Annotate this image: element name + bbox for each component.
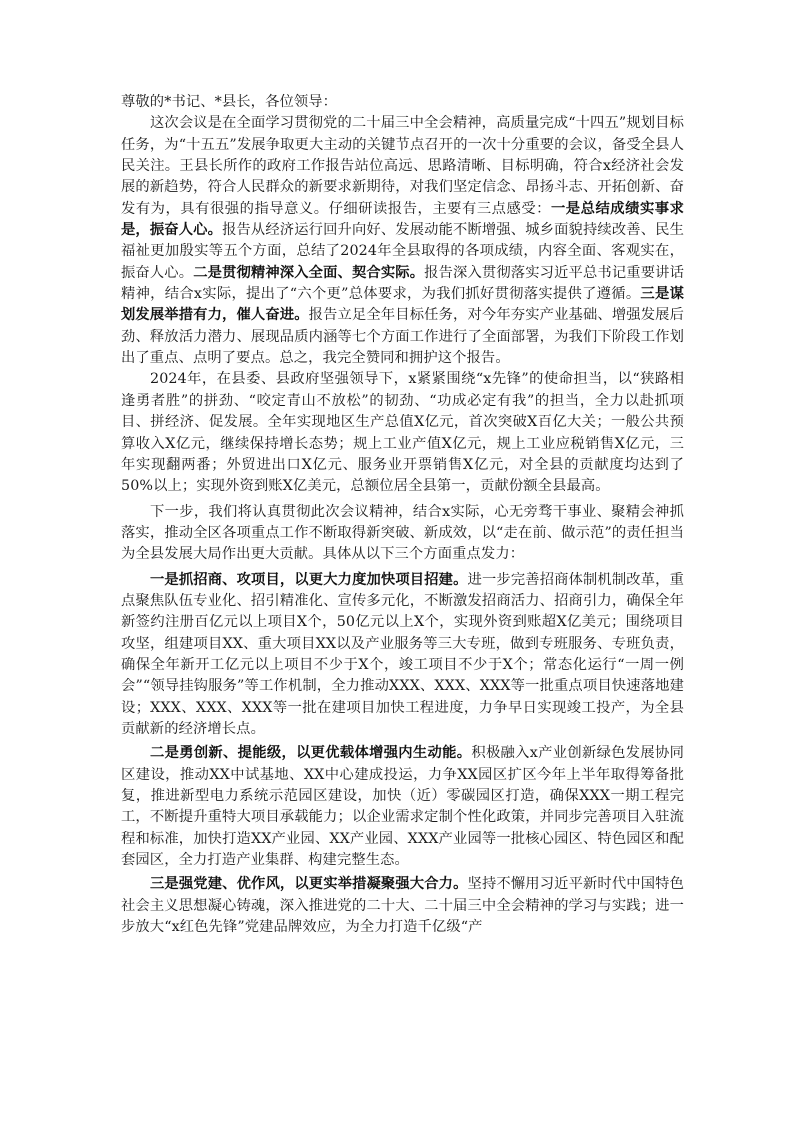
salutation: 尊敬的*书记、*县长，各位领导：: [121, 94, 338, 110]
report-intro-text: 这次会议是在全面学习贯彻党的二十届三中全会精神，高质量完成“十四五”规划目标任务，为“十五五”发展争取更大主动的关键节点召开的一次十分重要的会议，备受全县人民关注。王县长所作的政府工作报告站位高远、思路清晰、目标明确，符合x经济社会发展的新趋势，符合人民群众的新要求新期待，对我们坚定信念、昂扬斗志、开拓创新、奋发有为，具有很强的指导意义。仔细研读报告，主要有三点感受：: [121, 115, 684, 217]
point-two-heading: 二是贯彻精神深入全面、契合实际。: [193, 264, 425, 281]
task-one-text: 进一步完善招商体制机制改革，重点聚焦队伍专业化、招引精准化、宣传多元化，不断激发招商活力、招商引力，确保全年新签约注册百亿元以上项目X个，50亿元以上X个，实现外资到账超X亿美元；围绕项目攻坚，组建项目XX、重大项目XX以及产业服务等三大专班，做到专班服务、专班负责，确保全年新开工亿元以上项目不少于X个，竣工项目不少于X个；常态化运行“一周一例会”“领导挂钩服务”等工作机制，全力推动XXX、XXX、XXX等一批重点项目快速落地建设；XXX、XXX、XXX等一批在建项目加快工程进度，力争早日实现竣工投产，为全县贡献新的经济增长点。: [121, 571, 684, 737]
task-three-text: 坚持不懈用习近平新时代中国特色社会主义思想凝心铸魂，深入推进党的二十大、二十届三中全会精神的学习与实践；进一步放大“x红色先锋”党建品牌效应，为全力打造千亿级“产: [121, 876, 684, 936]
paragraph-next-steps: 下一步，我们将认真贯彻此次会议精神，结合x实际，心无旁骛干事业、聚精会神抓落实，推动全区各项重点工作不断取得新突破、新成效，以“走在前、做示范”的责任担当为全县发展大局作出更大贡献。具体从以下三个方面重点发力：: [121, 503, 684, 563]
paragraph-2024-review: 2024年，在县委、县政府坚强领导下，x紧紧围绕“x先锋”的使命担当，以“狭路相逢勇者胜”的拼劲、“咬定青山不放松”的韧劲、“功成必定有我”的担当，全力以赴抓项目、拼经济、促发展。全年实现地区生产总值X亿元，首次突破X百亿大关；一般公共预算收入X亿元，继续保持增长态势；规上工业产值X亿元，规上工业应税销售X亿元，三年实现翻两番；外贸进出口X亿元、服务业开票销售X亿元，对全县的贡献度均达到了50%以上；实现外资到账X亿美元，总额位居全县第一，贡献份额全县最高。: [121, 371, 684, 495]
document-page: [121, 92, 684, 938]
task-two-heading: 二是勇创新、提能级，以更优载体增强内生动能。: [150, 745, 472, 762]
point-three-text: 报告立足全年目标任务，对今年夯实产业基础、增强发展后劲、释放活力潜力、展现品质内涵等七个方面工作进行了全面部署，为我们下阶段工作划出了重点、点明了要点。总之，我完全赞同和拥护这个报告。: [121, 307, 684, 367]
task-two-text: 积极融入x产业创新绿色发展协同区建设，推动XX中试基地、XX中心建成投运，力争XX园区扩区今年上半年取得筹备批复，推进新型电力系统示范园区建设，加快（近）零碳园区打造，确保XXX一期工程完工，不断提升重特大项目承载能力；以企业需求定制个性化政策，并同步完善项目入驻流程和标准，加快打造XX产业园、XX产业园、XXX产业园等一批核心园区、特色园区和配套园区，全力打造产业集群、构建完整生态。: [121, 745, 684, 869]
task-one-heading: 一是抓招商、攻项目，以更大力度加快项目招建。: [150, 571, 468, 588]
paragraph-task-innovation: [121, 743, 684, 871]
paragraph-report-feedback: [121, 113, 684, 369]
paragraph-task-party-building: [121, 874, 684, 938]
task-three-heading: 三是强党建、优作风，以更实举措凝聚强大合力。: [150, 876, 468, 893]
point-one-heading: 一是总结成绩实事求是，振奋人心。: [121, 200, 684, 239]
point-three-heading: 三是谋划发展举措有力，催人奋进。: [121, 286, 684, 324]
paragraph-task-projects: [121, 570, 684, 741]
point-two-text: 报告深入贯彻落实习近平总书记重要讲话精神，结合x实际，提出了“六个更”总体要求，为我们抓好贯彻落实提供了遵循。: [121, 264, 684, 303]
point-one-text: 报告从经济运行回升向好、发展动能不断增强、城乡面貌持续改善、民生福祉更加殷实等五个方面，总结了2024年全县取得的各项成绩，内容全面、客观实在，振奋人心。: [121, 222, 684, 281]
